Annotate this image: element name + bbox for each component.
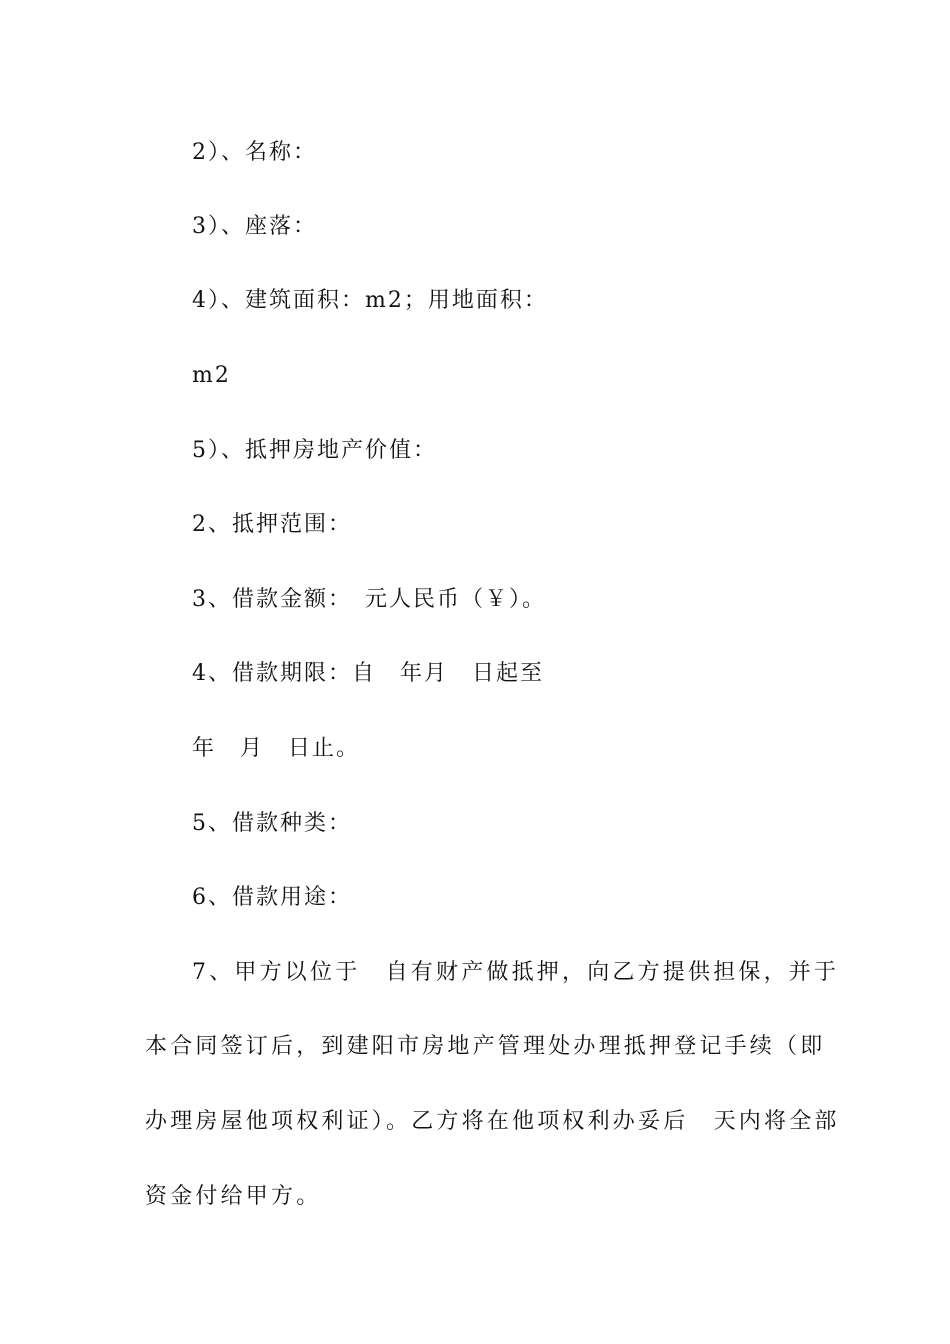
item-loan-term-end: 年 月 日止。 [192, 736, 361, 761]
item-area-unit: m2 [192, 363, 231, 388]
paragraph-7-line-2: 本合同签订后，到建阳市房地产管理处办理抵押登记手续（即 [145, 1034, 826, 1059]
item-loan-amount: 3、借款金额： 元人民币（￥）。 [192, 587, 546, 612]
item-location: 3）、座落： [192, 214, 317, 239]
item-loan-purpose: 6、借款用途： [192, 885, 352, 910]
item-scope: 2、抵押范围： [192, 512, 352, 537]
item-name: 2）、名称： [192, 140, 317, 165]
paragraph-7-line-1: 7、甲方以位于 自有财产做抵押，向乙方提供担保，并于 [192, 960, 840, 985]
item-loan-type: 5、借款种类： [192, 811, 352, 836]
item-loan-term: 4、借款期限：自 年月 日起至 [192, 661, 544, 686]
item-value: 5）、抵押房地产价值： [192, 438, 437, 463]
item-area: 4）、建筑面积：m2；用地面积： [192, 288, 548, 313]
paragraph-7-line-3: 办理房屋他项权利证）。乙方将在他项权利办妥后 天内将全部 [145, 1109, 840, 1134]
paragraph-7-line-4: 资金付给甲方。 [145, 1184, 322, 1209]
